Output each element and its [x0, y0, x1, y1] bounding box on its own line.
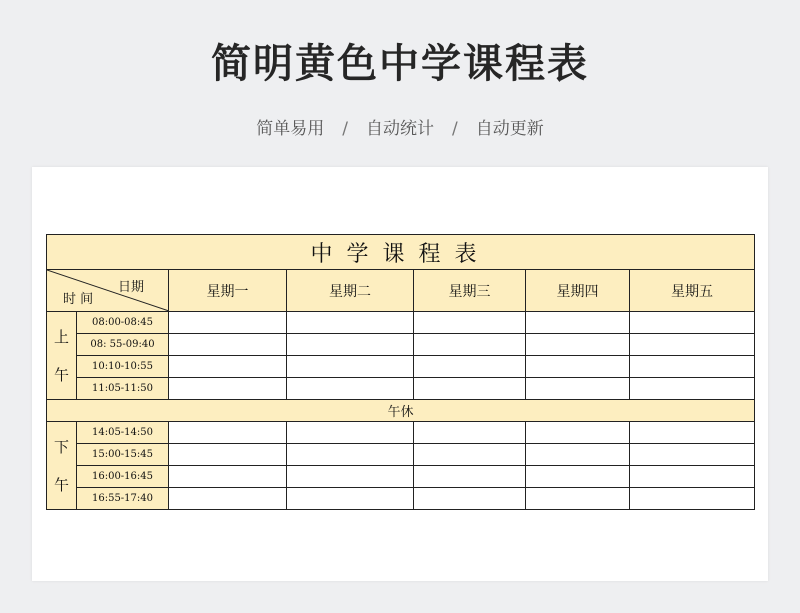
period-char: 午: [53, 475, 69, 494]
schedule-cell[interactable]: [169, 334, 287, 356]
schedule-cell[interactable]: [630, 488, 755, 510]
schedule-cell[interactable]: [169, 488, 287, 510]
schedule-cell[interactable]: [630, 422, 755, 444]
schedule-cell[interactable]: [414, 466, 526, 488]
schedule-cell[interactable]: [414, 444, 526, 466]
time-slot-label: 16:55-17:40: [77, 488, 169, 510]
schedule-cell[interactable]: [526, 488, 630, 510]
schedule-cell[interactable]: [169, 444, 287, 466]
page-title: 简明黄色中学课程表: [211, 41, 589, 87]
schedule-cell[interactable]: [287, 356, 414, 378]
subtitle-item: 自动统计: [366, 119, 434, 139]
afternoon-label: [47, 422, 77, 510]
schedule-cell[interactable]: [169, 466, 287, 488]
day-header: 星期五: [630, 270, 755, 312]
day-header: 星期三: [414, 270, 526, 312]
day-header: 星期二: [287, 270, 414, 312]
schedule-cell[interactable]: [630, 334, 755, 356]
schedule-cell[interactable]: [526, 334, 630, 356]
time-slot-label: 16:00-16:45: [77, 466, 169, 488]
schedule-cell[interactable]: [287, 378, 414, 400]
day-header: 星期四: [526, 270, 630, 312]
corner-header-cell: [47, 270, 169, 312]
schedule-cell[interactable]: [414, 312, 526, 334]
period-char: 午: [53, 365, 69, 384]
period-char: 下: [53, 437, 69, 456]
schedule-cell[interactable]: [526, 444, 630, 466]
morning-label: [47, 312, 77, 400]
schedule-title: 中学课程表: [47, 235, 755, 270]
schedule-cell[interactable]: [169, 422, 287, 444]
schedule-cell[interactable]: [630, 356, 755, 378]
time-slot-label: 08: 55-09:40: [77, 334, 169, 356]
sheet-card: [32, 167, 768, 581]
schedule-cell[interactable]: [526, 356, 630, 378]
schedule-cell[interactable]: [526, 422, 630, 444]
schedule-cell[interactable]: [414, 334, 526, 356]
schedule-cell[interactable]: [526, 378, 630, 400]
schedule-cell[interactable]: [414, 356, 526, 378]
schedule-cell[interactable]: [630, 312, 755, 334]
time-slot-label: 08:00-08:45: [77, 312, 169, 334]
schedule-cell[interactable]: [287, 466, 414, 488]
day-header: 星期一: [169, 270, 287, 312]
schedule-cell[interactable]: [630, 444, 755, 466]
subtitle-item: 简单易用: [256, 119, 325, 139]
time-slot-label: 15:00-15:45: [77, 444, 169, 466]
corner-date-label: 日期: [117, 280, 144, 295]
period-char: 上: [53, 327, 69, 346]
subtitle-item: 自动更新: [475, 119, 544, 139]
time-slot-label: 10:10-10:55: [77, 356, 169, 378]
schedule-cell[interactable]: [287, 488, 414, 510]
page-subtitle: [0, 114, 800, 139]
time-slot-label: 14:05-14:50: [77, 422, 169, 444]
schedule-cell[interactable]: [526, 466, 630, 488]
time-slot-label: 11:05-11:50: [77, 378, 169, 400]
subtitle-separator: /: [452, 119, 458, 139]
schedule-cell[interactable]: [630, 466, 755, 488]
schedule-cell[interactable]: [630, 378, 755, 400]
schedule-cell[interactable]: [169, 356, 287, 378]
schedule-cell[interactable]: [287, 444, 414, 466]
schedule-cell[interactable]: [414, 378, 526, 400]
corner-time-label: 时 间: [63, 292, 94, 307]
schedule-cell[interactable]: [287, 422, 414, 444]
schedule-cell[interactable]: [287, 312, 414, 334]
schedule-cell[interactable]: [414, 422, 526, 444]
schedule-table: [46, 234, 755, 510]
schedule-cell[interactable]: [169, 312, 287, 334]
schedule-cell[interactable]: [169, 378, 287, 400]
schedule-cell[interactable]: [526, 312, 630, 334]
subtitle-separator: /: [342, 119, 348, 139]
schedule-cell[interactable]: [414, 488, 526, 510]
lunch-break-row: 午休: [47, 400, 755, 422]
schedule-cell[interactable]: [287, 334, 414, 356]
